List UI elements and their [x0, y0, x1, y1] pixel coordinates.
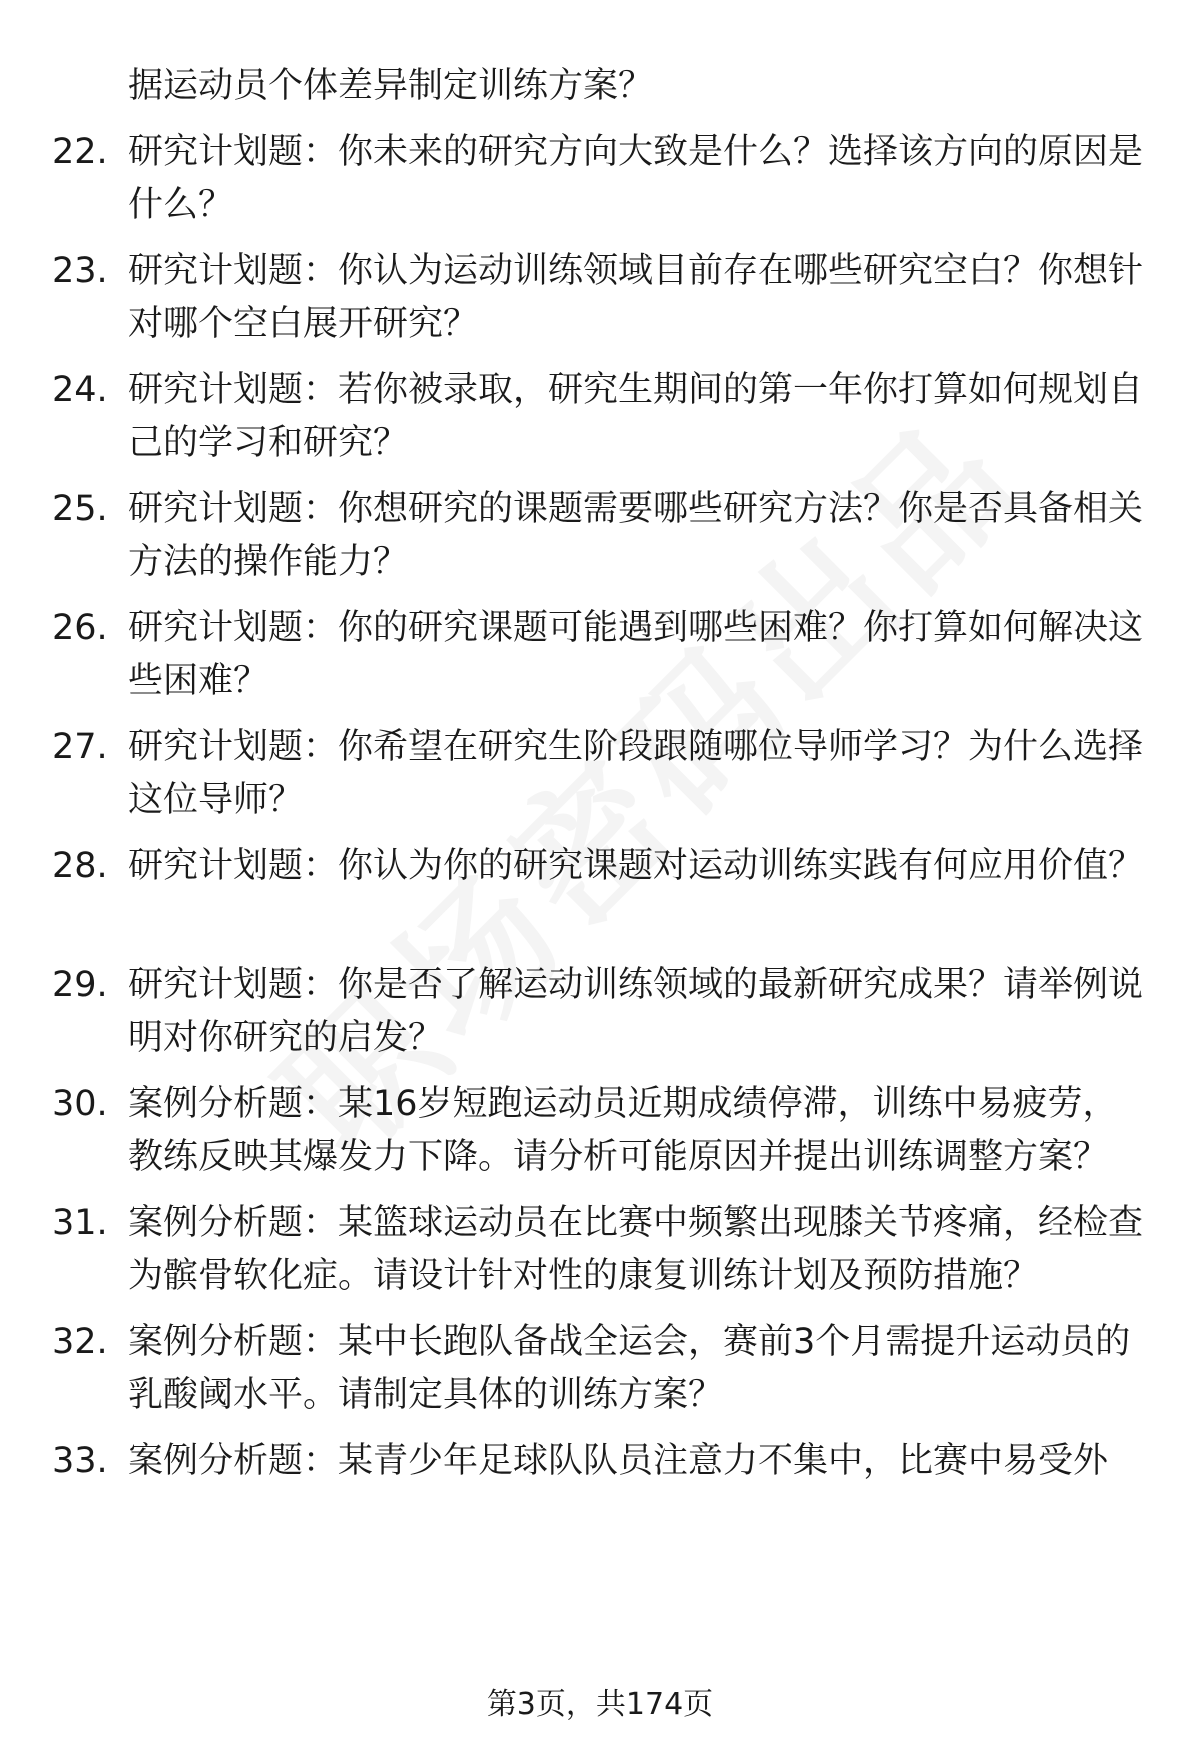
question-text: 案例分析题：某中长跑队备战全运会，赛前3个月需提升运动员的乳酸阈水平。请制定具体的训练方案？	[128, 1322, 1131, 1415]
question-text: 研究计划题：你希望在研究生阶段跟随哪位导师学习？为什么选择这位导师？	[128, 727, 1144, 820]
question-number: 30.	[52, 1084, 108, 1124]
question-number: 22.	[52, 132, 108, 172]
question-text: 案例分析题：某16岁短跑运动员近期成绩停滞，训练中易疲劳，教练反映其爆发力下降。请分析可能原因并提出训练调整方案？	[128, 1084, 1118, 1177]
question-text: 案例分析题：某青少年足球队队员注意力不集中，比赛中易受外	[128, 1441, 1109, 1481]
question-number: 33.	[52, 1441, 108, 1481]
question-text: 研究计划题：你的研究课题可能遇到哪些困难？你打算如何解决这些困难？	[128, 608, 1144, 701]
question-number: 25.	[52, 489, 108, 529]
question-number: 31.	[52, 1203, 108, 1243]
question-number: 32.	[52, 1322, 108, 1362]
question-number: 29.	[52, 965, 108, 1005]
question-text: 案例分析题：某篮球运动员在比赛中频繁出现膝关节疼痛，经检查为髌骨软化症。请设计针对性的康复训练计划及预防措施？	[128, 1203, 1144, 1296]
page-footer: 第3页，共174页	[486, 1687, 714, 1722]
question-number: 26.	[52, 608, 108, 648]
question-text: 研究计划题：你认为运动训练领域目前存在哪些研究空白？你想针对哪个空白展开研究？	[128, 251, 1144, 344]
question-text: 研究计划题：你认为你的研究课题对运动训练实践有何应用价值？	[128, 846, 1144, 886]
question-text: 研究计划题：你未来的研究方向大致是什么？选择该方向的原因是什么？	[128, 132, 1144, 225]
question-number: 28.	[52, 846, 108, 886]
question-text: 研究计划题：你想研究的课题需要哪些研究方法？你是否具备相关方法的操作能力？	[128, 489, 1144, 582]
question-number: 24.	[52, 370, 108, 410]
continuation-text: 据运动员个体差异制定训练方案？	[128, 66, 654, 106]
question-number: 23.	[52, 251, 108, 291]
question-text: 研究计划题：你是否了解运动训练领域的最新研究成果？请举例说明对你研究的启发？	[128, 965, 1144, 1058]
question-text: 研究计划题：若你被录取，研究生期间的第一年你打算如何规划自己的学习和研究？	[128, 370, 1144, 463]
question-number: 27.	[52, 727, 108, 767]
